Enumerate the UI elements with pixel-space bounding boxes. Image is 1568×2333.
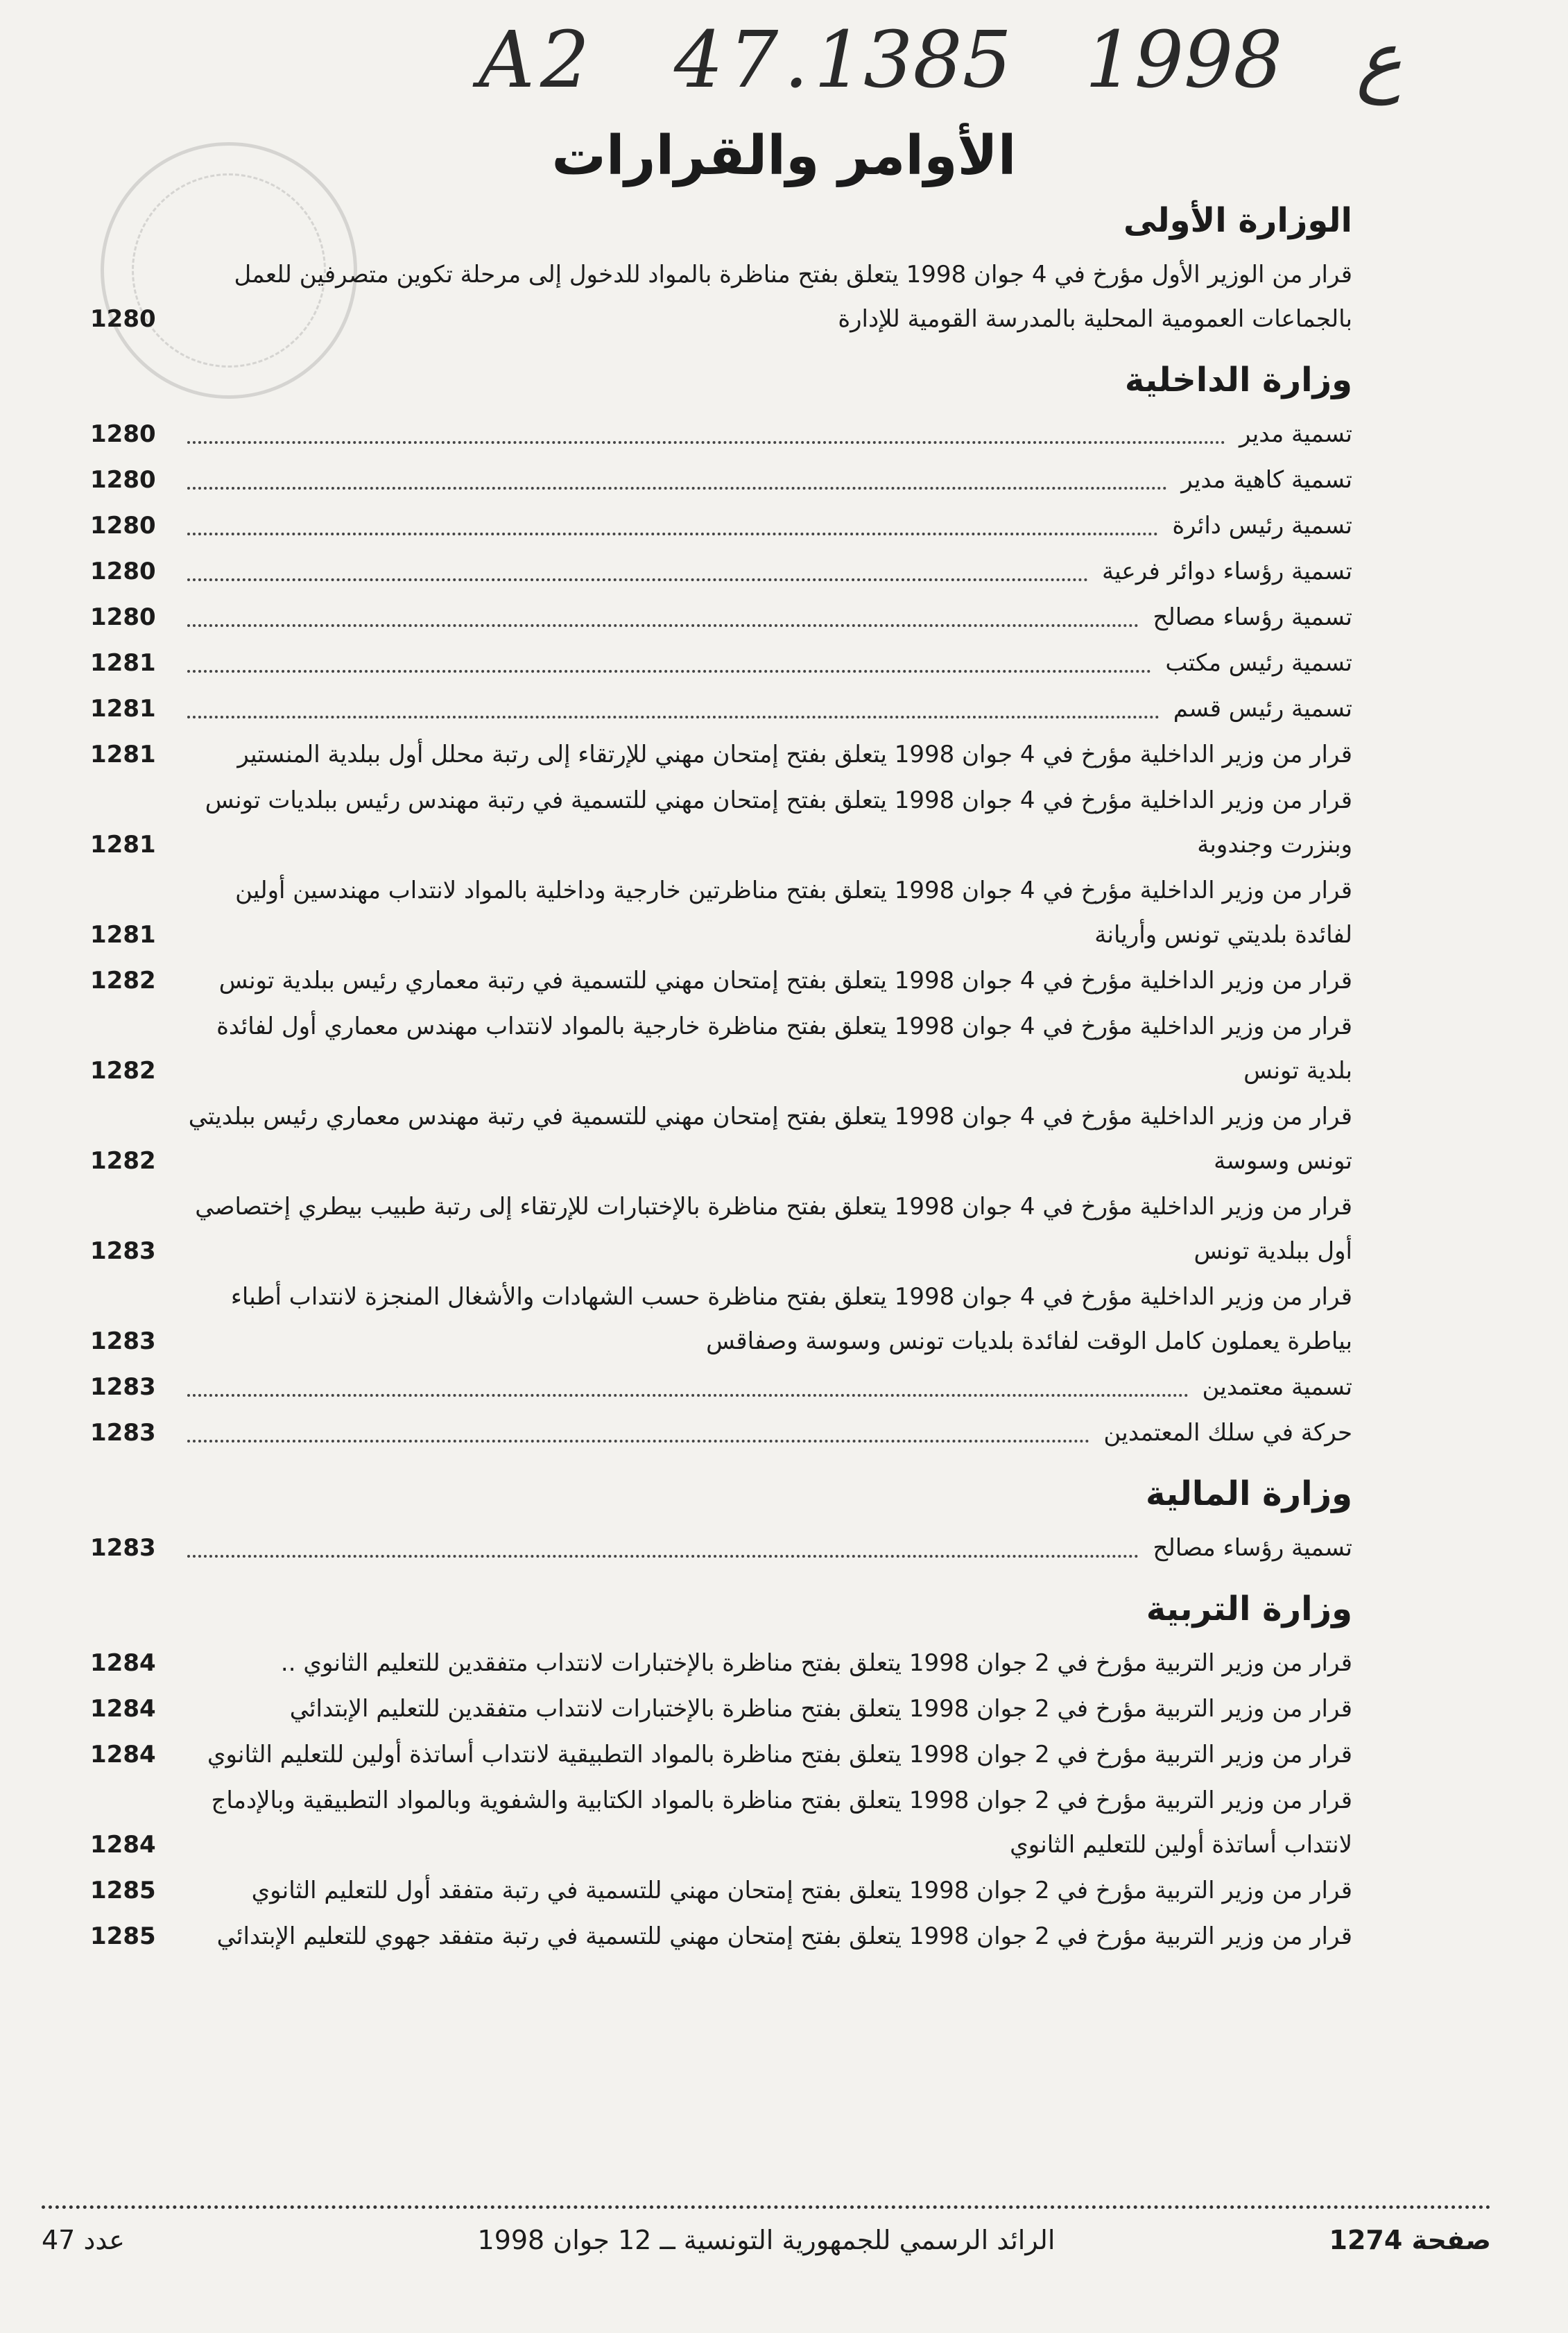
section-title: وزارة التربية (1146, 1590, 1352, 1628)
toc-entry-page: 1283 (90, 1237, 156, 1265)
toc-entry (90, 778, 1352, 867)
toc-entry-page: 1282 (90, 1147, 156, 1175)
toc-entry (90, 1868, 1352, 1913)
toc-entry (90, 687, 1352, 731)
toc-entry-page: 1280 (90, 558, 156, 585)
toc-entry-page: 1280 (90, 512, 156, 540)
handwritten-number: 1385 (813, 15, 1012, 105)
toc-entry (90, 503, 1352, 548)
dot-leader (187, 1554, 1139, 1558)
toc-entry-title: قرار من وزير الداخلية مؤرخ في 4 جوان 1998 يتعلق بفتح مناظرتين خارجية وداخلية بالمواد لانتداب مهندسين أولين لفائدة بلديتي تونس وأريانة (235, 877, 1352, 949)
toc-entry-page: 1281 (90, 831, 156, 859)
toc-entry-page: 1285 (90, 1877, 156, 1904)
toc-entry (90, 1914, 1352, 1958)
dot-leader (187, 1393, 1189, 1397)
toc-entry-title: قرار من وزير التربية مؤرخ في 2 جوان 1998 يتعلق بفتح مناظرة بالإختبارات لانتداب متفقدين للتعليم الثانوي .. (280, 1649, 1352, 1677)
toc-entry (90, 958, 1352, 1003)
toc-entry-title: قرار من وزير التربية مؤرخ في 2 جوان 1998 يتعلق بفتح إمتحان مهني للتسمية في رتبة متفقد جهوي للتعليم الإبتدائي (216, 1922, 1352, 1950)
dot-leader (187, 486, 1167, 490)
section-title: الوزارة الأولى (1123, 201, 1352, 240)
toc-entry-title: قرار من وزير الداخلية مؤرخ في 4 جوان 1998 يتعلق بفتح مناظرة حسب الشهادات والأشغال المنجزة لانتداب أطباء بياطرة يعملون كامل الوقت لفائدة بلديات تونس وسوسة وصفاقس (230, 1283, 1352, 1355)
toc-entry-title: تسمية كاهية مدير (1181, 466, 1352, 494)
toc-entry-title: قرار من وزير الداخلية مؤرخ في 4 جوان 1998 يتعلق بفتح إمتحان مهني للتسمية في رتبة مهندس رئيس ببلديات تونس وبنزرت وجندوبة (205, 786, 1352, 859)
toc-section (90, 1590, 1352, 1958)
toc-entry-page: 1281 (90, 921, 156, 949)
handwritten-year: 1998 (1085, 15, 1283, 105)
toc-section (90, 201, 1352, 341)
toc-entry (90, 868, 1352, 957)
toc-section (90, 1474, 1352, 1570)
toc-entry-title: حركة في سلك المعتمدين (1103, 1419, 1352, 1447)
toc-entry (90, 412, 1352, 456)
page-footer (42, 2225, 1491, 2273)
toc-entry-page: 1281 (90, 695, 156, 723)
footer-divider (42, 2205, 1491, 2209)
toc-entry-title: قرار من وزير الداخلية مؤرخ في 4 جوان 1998 يتعلق بفتح إمتحان مهني للتسمية في رتبة مهندس معماري رئيس ببلديتي تونس وسوسة (188, 1103, 1352, 1175)
toc-entry (90, 1004, 1352, 1093)
section-title: وزارة المالية (1145, 1474, 1352, 1513)
toc-entry (90, 252, 1352, 341)
toc-entry (90, 1778, 1352, 1867)
toc-entry (90, 732, 1352, 777)
toc-entry (90, 1365, 1352, 1409)
toc-entry-title: قرار من الوزير الأول مؤرخ في 4 جوان 1998 يتعلق بفتح مناظرة بالمواد للدخول إلى مرحلة تكوين متصرفين للعمل بالجماعات العمومية المحلية بالمدرسة القومية للإدارة (234, 261, 1352, 333)
toc-entry-page: 1284 (90, 1741, 156, 1768)
dot-leader (187, 578, 1088, 581)
toc-entry (90, 1275, 1352, 1363)
toc-entry-title: تسمية مدير (1239, 420, 1352, 448)
toc-entry (90, 458, 1352, 502)
dot-leader (187, 623, 1139, 627)
handwritten-code: A2 (479, 15, 596, 105)
toc-entry (90, 1185, 1352, 1273)
footer-issue-number: عدد 47 (42, 2225, 125, 2255)
toc-entry-title: قرار من وزير التربية مؤرخ في 2 جوان 1998 يتعلق بفتح مناظرة بالمواد التطبيقية لانتداب أساتذة أولين للتعليم الثانوي (207, 1741, 1352, 1768)
toc-entry-title: قرار من وزير الداخلية مؤرخ في 4 جوان 1998 يتعلق بفتح مناظرة بالإختبارات للإرتقاء إلى رتبة طبيب بيطري إختصاصي أول ببلدية تونس (195, 1193, 1352, 1265)
toc-entry (90, 549, 1352, 594)
toc-section (90, 361, 1352, 1455)
toc-entry-title: تسمية رئيس قسم (1173, 695, 1352, 723)
toc-entry-title: قرار من وزير التربية مؤرخ في 2 جوان 1998 يتعلق بفتح إمتحان مهني للتسمية في رتبة متفقد أول للتعليم الثانوي (251, 1877, 1352, 1904)
toc-entry (90, 1687, 1352, 1731)
toc-entry-page: 1283 (90, 1327, 156, 1355)
toc-entry (90, 641, 1352, 685)
toc-entry-title: قرار من وزير الداخلية مؤرخ في 4 جوان 1998 يتعلق بفتح إمتحان مهني للتسمية في رتبة معماري رئيس ببلدية تونس (218, 967, 1352, 995)
toc-entry-page: 1284 (90, 1695, 156, 1723)
table-of-contents (90, 201, 1352, 1978)
toc-entry-page: 1280 (90, 420, 156, 448)
toc-entry-page: 1283 (90, 1373, 156, 1401)
toc-entry-title: قرار من وزير التربية مؤرخ في 2 جوان 1998 يتعلق بفتح مناظرة بالإختبارات لانتداب متفقدين للتعليم الإبتدائي (289, 1695, 1352, 1723)
toc-entry (90, 1411, 1352, 1455)
toc-entry-title: قرار من وزير الداخلية مؤرخ في 4 جوان 1998 يتعلق بفتح إمتحان مهني للإرتقاء إلى رتبة محلل أول ببلدية المنستير (237, 741, 1352, 768)
section-title: وزارة الداخلية (1124, 361, 1352, 399)
toc-entry-title: تسمية رؤساء مصالح (1153, 1534, 1352, 1562)
dot-leader (187, 532, 1158, 535)
toc-entry-page: 1282 (90, 967, 156, 995)
toc-entry-page: 1285 (90, 1922, 156, 1950)
toc-entry-page: 1281 (90, 741, 156, 768)
handwritten-issue: 47.ع (673, 15, 1402, 105)
toc-entry-page: 1284 (90, 1831, 156, 1859)
toc-entry-title: تسمية رؤساء دوائر فرعية (1101, 558, 1352, 585)
toc-entry-title: تسمية رئيس دائرة (1172, 512, 1352, 540)
toc-entry (90, 1641, 1352, 1685)
toc-entry-page: 1283 (90, 1534, 156, 1562)
toc-entry (90, 1094, 1352, 1183)
toc-entry-page: 1280 (90, 466, 156, 494)
toc-entry-title: تسمية رؤساء مصالح (1153, 603, 1352, 631)
toc-entry-page: 1284 (90, 1649, 156, 1677)
dot-leader (187, 715, 1160, 718)
toc-entry-title: قرار من وزير الداخلية مؤرخ في 4 جوان 1998 يتعلق بفتح مناظرة خارجية بالمواد لانتداب مهندس معماري أول لفائدة بلدية تونس (216, 1013, 1352, 1085)
toc-entry-page: 1280 (90, 603, 156, 631)
dot-leader (187, 1439, 1089, 1443)
toc-entry-page: 1281 (90, 649, 156, 677)
dot-leader (187, 669, 1151, 673)
toc-entry-title: قرار من وزير التربية مؤرخ في 2 جوان 1998 يتعلق بفتح مناظرة بالمواد الكتابية والشفوية وبالمواد التطبيقية وبالإدماج لانتداب أساتذة أولين للتعليم الثانوي (211, 1787, 1352, 1859)
toc-entry-page: 1282 (90, 1057, 156, 1085)
dot-leader (187, 440, 1225, 444)
toc-entry (90, 1732, 1352, 1777)
footer-page-number: صفحة 1274 (1329, 2225, 1491, 2255)
toc-entry-page: 1283 (90, 1419, 156, 1447)
toc-entry (90, 595, 1352, 639)
handwritten-archive-note (479, 15, 1402, 119)
footer-journal-title: الرائد الرسمي للجمهورية التونسية ــ 12 جوان 1998 (477, 2225, 1056, 2255)
toc-entry-title: تسمية معتمدين (1202, 1373, 1352, 1401)
toc-entry-title: تسمية رئيس مكتب (1165, 649, 1352, 677)
page-title: الأوامر والقرارات (551, 125, 1017, 187)
toc-entry-page: 1280 (90, 305, 156, 333)
toc-entry (90, 1526, 1352, 1570)
